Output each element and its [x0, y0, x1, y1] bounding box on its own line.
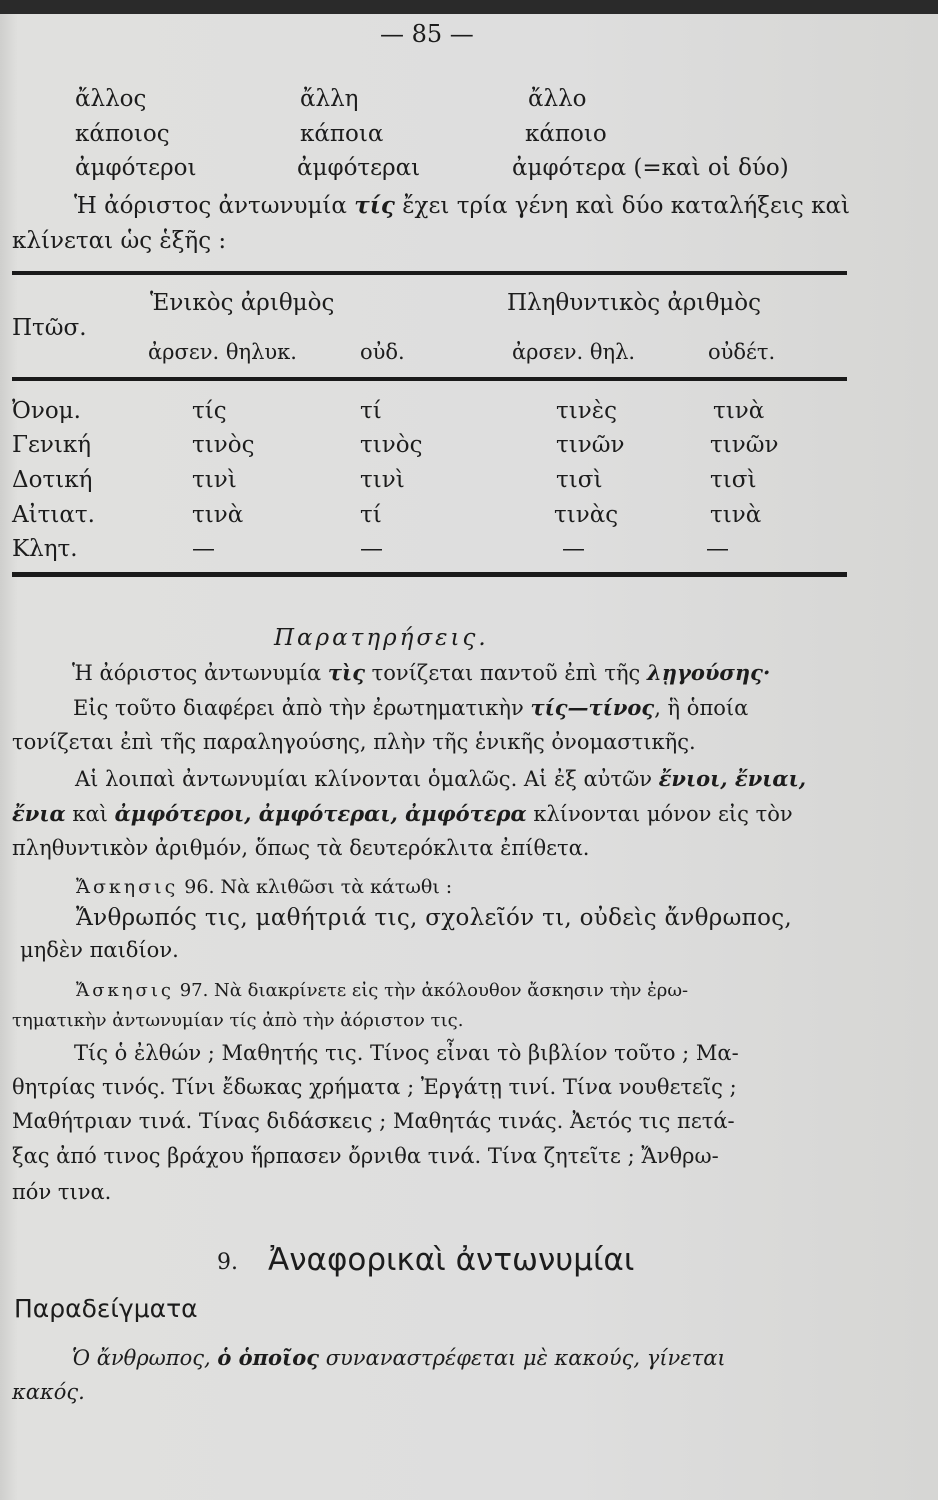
remarks-text: Αἱ λοιπαὶ ἀντωνυμίαι κλίνονται ὁμαλῶς. Αἱ ἐξ αὐτῶν [75, 767, 659, 791]
exercise-96-line: Ἄνθρωπός τις, μαθήτριά τις, σχολεῖόν τι, οὐδεὶς ἄνθρωπος, [76, 905, 793, 931]
form-cell: κάποιο [525, 121, 607, 147]
remarks-text: Εἰς τοῦτο διαφέρει ἀπὸ τὴν ἐρωτηματικὴν [73, 696, 531, 720]
exercise-label: Ἄσκησις [76, 980, 174, 1001]
table-cell: — [562, 536, 585, 562]
intro-text: ἔχει τρία γένη καὶ δύο καταλήξεις καὶ [394, 193, 851, 219]
exercise-97-heading-cont: τηματικὴν ἀντωνυμίαν τίς ἀπὸ τὴν ἀόριστον τις. [12, 1010, 464, 1031]
exercise-97-heading [76, 980, 688, 1001]
table-cell: τινὰ [713, 398, 765, 424]
remarks-line [73, 695, 748, 720]
form-cell: ἄλλος [75, 86, 147, 112]
table-bottom-rule [12, 572, 847, 577]
table-cell: τινὰς [554, 502, 619, 528]
intro-emphasis: τίς [354, 192, 395, 219]
table-cell: τινῶν [710, 432, 779, 458]
exercise-97-line: πόν τινα. [12, 1180, 112, 1204]
remarks-text: Ἡ ἀόριστος ἀντωνυμία [72, 661, 328, 685]
remarks-text: καὶ [65, 802, 115, 826]
remarks-line: πληθυντικὸν ἀριθμόν, ὅπως τὰ δευτερόκλιτα ἐπίθετα. [12, 836, 590, 860]
example-text: συναναστρέφεται μὲ κακούς, γίνεται [319, 1346, 726, 1370]
section-number: 9. [217, 1250, 238, 1275]
intro-line-2: κλίνεται ὡς ἑξῆς : [12, 228, 227, 254]
remarks-text: τονίζεται παντοῦ ἐπὶ τῆς [365, 661, 647, 685]
table-header-rule [12, 377, 847, 381]
form-cell: ἄλλη [300, 86, 359, 112]
example-emphasis: ὁ ὁποῖος [217, 1345, 320, 1370]
sub-header: ἀρσεν. θηλ. [512, 340, 636, 364]
table-cell: τινὸς [360, 432, 423, 458]
table-cell: τινὰ [710, 502, 762, 528]
remarks-emphasis: τίς—τίνος [530, 695, 655, 720]
exercise-instruction: 96. Νὰ κλιθῶσι τὰ κάτωθι : [178, 876, 453, 898]
remarks-title: Παρατηρήσεις. [274, 625, 489, 651]
remarks-line [72, 660, 770, 685]
form-cell: κάποια [300, 121, 384, 147]
remarks-emphasis: ἀμφότεροι, ἀμφότεραι, ἀμφότερα [114, 801, 527, 826]
case-header: Πτῶσ. [12, 315, 87, 341]
table-cell: τινὶ [360, 467, 405, 493]
table-cell: τί [360, 502, 382, 528]
example-text: Ὁ ἄνθρωπος, [72, 1346, 218, 1370]
remarks-emphasis: ἔνια [12, 801, 66, 826]
form-cell: κάποιος [75, 121, 170, 147]
table-cell: τισὶ [556, 467, 603, 493]
form-cell: ἀμφότερα (=καὶ οἱ δύο) [512, 155, 789, 181]
example-line: κακός. [12, 1380, 85, 1404]
case-label: Ὀνομ. [12, 398, 81, 424]
table-cell: — [192, 536, 215, 562]
intro-line-1 [74, 192, 850, 219]
case-label: Αἰτιατ. [12, 502, 95, 528]
remarks-text: κλίνονται μόνον εἰς τὸν [526, 802, 793, 826]
table-cell: τινῶν [556, 432, 625, 458]
intro-text: Ἡ ἀόριστος ἀντωνυμία [74, 193, 355, 219]
remarks-line [75, 766, 806, 791]
case-label: Δοτική [12, 467, 93, 493]
case-label: Κλητ. [12, 536, 78, 562]
table-cell: τί [360, 398, 382, 424]
remarks-emphasis: ἔνιοι, ἔνιαι, [658, 766, 807, 791]
case-label: Γενική [12, 432, 92, 458]
remarks-emphasis: λῃγούσης· [646, 660, 771, 685]
table-cell: τίς [192, 398, 227, 424]
table-cell: τινὶ [192, 467, 237, 493]
form-cell: ἄλλο [528, 86, 587, 112]
table-cell: τινὸς [192, 432, 255, 458]
remarks-line: τονίζεται ἐπὶ τῆς παραληγούσης, πλὴν τῆς ἑνικῆς ὀνομαστικῆς. [12, 730, 696, 754]
sub-header: οὐδ. [360, 340, 405, 364]
exercise-97-line: θητρίας τινός. Τίνι ἔδωκας χρήματα ; Ἐργάτῃ τινί. Τίνα νουθετεῖς ; [12, 1075, 737, 1099]
sub-header: ἀρσεν. θηλυκ. [148, 340, 297, 364]
form-cell: ἀμφότεροι [75, 155, 197, 181]
remarks-text: , ἣ ὁποία [654, 696, 749, 720]
page-number: — 85 — [380, 20, 474, 48]
exercise-label: Ἄσκησις [76, 876, 179, 898]
sub-header: οὐδέτ. [708, 340, 776, 364]
table-cell: τινὰ [192, 502, 244, 528]
table-cell: τισὶ [710, 467, 757, 493]
table-cell: — [360, 536, 383, 562]
remarks-emphasis: τὶς [327, 660, 365, 685]
exercise-96-line: μηδὲν παιδίον. [20, 938, 179, 962]
table-cell: — [706, 536, 729, 562]
exercise-97-line: ξας ἀπό τινος βράχου ἥρπασεν ὄρνιθα τινά. Τίνα ζητεῖτε ; Ἄνθρω- [12, 1144, 719, 1168]
remarks-line [12, 801, 793, 826]
form-cell: ἀμφότεραι [297, 155, 421, 181]
example-line [72, 1345, 726, 1370]
exercise-96-heading [76, 876, 452, 898]
scan-top-edge [0, 0, 938, 14]
plural-header: Πληθυντικὸς ἀριθμὸς [507, 290, 761, 316]
section-title: Ἀναφορικαὶ ἀντωνυμίαι [268, 1242, 635, 1278]
examples-label: Παραδείγματα [14, 1294, 198, 1323]
table-cell: τινὲς [556, 398, 617, 424]
exercise-97-line: Μαθήτριαν τινά. Τίνας διδάσκεις ; Μαθητάς τινάς. Ἀετός τις πετά- [12, 1109, 735, 1133]
exercise-instruction: 97. Νὰ διακρίνετε εἰς τὴν ἀκόλουθον ἄσκησιν τὴν ἐρω- [173, 980, 689, 1001]
table-top-rule [12, 271, 847, 275]
singular-header: Ἑνικὸς ἀριθμὸς [150, 290, 335, 316]
exercise-97-line: Τίς ὁ ἐλθών ; Μαθητής τις. Τίνος εἶναι τὸ βιβλίον τοῦτο ; Μα- [74, 1041, 739, 1065]
